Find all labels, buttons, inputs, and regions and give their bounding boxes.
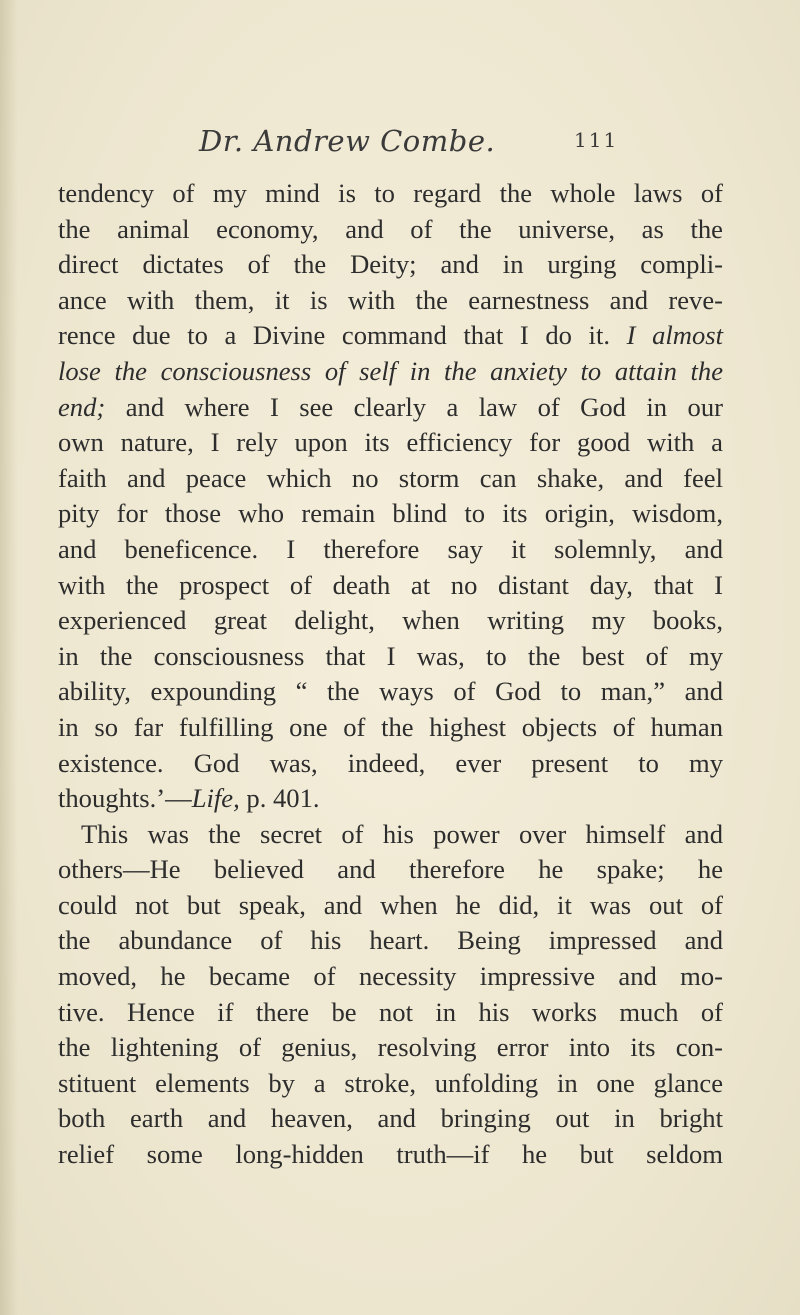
text-segment: pity for those who remain blind to its origin, wisdom, <box>58 498 723 529</box>
text-line <box>58 461 723 497</box>
text-segment: the lightening of genius, resolving error into its con- <box>58 1032 723 1063</box>
text-line <box>58 568 723 604</box>
text-segment: tendency of my mind is to regard the whole laws of <box>58 178 723 208</box>
text-line <box>58 746 723 782</box>
text-segment: rence due to a Divine command that I do it. <box>58 320 627 351</box>
text-line <box>58 923 723 959</box>
text-line <box>58 710 723 746</box>
text-line <box>58 995 723 1031</box>
text-line <box>58 1137 723 1173</box>
text-segment: existence. God was, indeed, ever present to my <box>58 747 723 778</box>
page-gutter-shadow <box>0 0 18 1315</box>
text-line <box>58 817 723 853</box>
text-segment: others—He believed and therefore he spake; he <box>58 854 723 885</box>
body-text <box>58 176 723 1173</box>
text-segment: and where I see clearly a law of God in our <box>105 391 723 422</box>
text-line <box>58 781 723 817</box>
text-line <box>58 354 723 390</box>
text-line <box>58 603 723 639</box>
text-segment: moved, he became of necessity impressive and mo- <box>58 961 723 992</box>
text-segment: own nature, I rely upon its efficiency for good with a <box>58 427 723 458</box>
text-segment: in so far fulfilling one of the highest objects of human <box>58 711 723 742</box>
text-line <box>58 390 723 426</box>
text-line <box>58 1030 723 1066</box>
text-line <box>58 176 723 212</box>
text-segment: and beneficence. I therefore say it solemnly, and <box>58 533 723 564</box>
italic-segment: end; <box>58 391 106 422</box>
running-head <box>0 124 800 164</box>
text-line <box>58 496 723 532</box>
text-line <box>58 212 723 248</box>
italic-segment: Life, <box>191 783 240 814</box>
text-segment: relief some long-hidden truth—if he but seldom <box>58 1139 723 1170</box>
text-line <box>58 639 723 675</box>
text-segment: both earth and heaven, and bringing out in bright <box>58 1103 723 1134</box>
text-segment: stituent elements by a stroke, unfolding in one glance <box>58 1067 723 1098</box>
text-segment: This was the secret of his power over himself and <box>81 818 723 849</box>
text-line <box>58 425 723 461</box>
text-segment: experienced great delight, when writing my books, <box>58 605 723 636</box>
text-line <box>58 1101 723 1137</box>
text-line <box>58 674 723 710</box>
text-segment: the abundance of his heart. Being impressed and <box>58 925 723 956</box>
text-segment: thoughts.’— <box>58 783 192 814</box>
italic-segment: lose the consciousness of self in the anxiety to attain the <box>58 355 723 386</box>
text-segment: could not but speak, and when he did, it was out of <box>58 889 723 920</box>
text-segment: p. 401. <box>239 783 320 814</box>
page-number: 111 <box>574 128 619 152</box>
text-line <box>58 318 723 354</box>
text-line <box>58 247 723 283</box>
text-segment: the animal economy, and of the universe, as the <box>58 213 723 244</box>
text-segment: with the prospect of death at no distant day, that I <box>58 569 723 600</box>
text-line <box>58 283 723 319</box>
text-segment: ability, expounding “ the ways of God to man,” and <box>58 676 723 707</box>
text-line <box>58 1066 723 1102</box>
running-title: Dr. Andrew Combe. <box>199 124 496 158</box>
text-line <box>58 532 723 568</box>
text-segment: in the consciousness that I was, to the best of my <box>58 640 723 671</box>
italic-segment: I almost <box>626 320 724 351</box>
text-segment: ance with them, it is with the earnestness and reve- <box>58 284 723 315</box>
text-line <box>58 888 723 924</box>
text-segment: tive. Hence if there be not in his works much of <box>58 996 723 1027</box>
text-line <box>58 852 723 888</box>
text-line <box>58 959 723 995</box>
text-segment: faith and peace which no storm can shake, and feel <box>58 462 723 493</box>
text-segment: direct dictates of the Deity; and in urging compli- <box>58 249 723 280</box>
